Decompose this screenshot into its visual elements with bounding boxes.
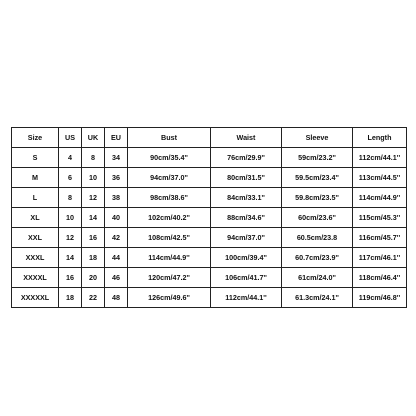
cell-bust: 102cm/40.2''	[128, 208, 211, 228]
cell-size: L	[12, 188, 59, 208]
header-uk: UK	[82, 128, 105, 148]
cell-uk: 10	[82, 168, 105, 188]
cell-uk: 18	[82, 248, 105, 268]
cell-waist: 80cm/31.5''	[211, 168, 282, 188]
cell-us: 18	[59, 288, 82, 308]
header-length: Length	[353, 128, 407, 148]
header-waist: Waist	[211, 128, 282, 148]
cell-bust: 90cm/35.4''	[128, 148, 211, 168]
cell-uk: 16	[82, 228, 105, 248]
table-row	[12, 148, 407, 168]
cell-bust: 114cm/44.9''	[128, 248, 211, 268]
cell-sleeve: 59.5cm/23.4''	[282, 168, 353, 188]
cell-uk: 12	[82, 188, 105, 208]
cell-uk: 8	[82, 148, 105, 168]
cell-bust: 108cm/42.5''	[128, 228, 211, 248]
cell-size: XXXL	[12, 248, 59, 268]
table-row	[12, 268, 407, 288]
header-bust: Bust	[128, 128, 211, 148]
header-us: US	[59, 128, 82, 148]
cell-length: 114cm/44.9''	[353, 188, 407, 208]
cell-bust: 126cm/49.6''	[128, 288, 211, 308]
size-chart-table	[11, 127, 407, 308]
cell-us: 8	[59, 188, 82, 208]
header-row	[12, 128, 407, 148]
cell-length: 115cm/45.3''	[353, 208, 407, 228]
cell-eu: 36	[105, 168, 128, 188]
cell-length: 119cm/46.8''	[353, 288, 407, 308]
cell-sleeve: 60.5cm/23.8	[282, 228, 353, 248]
cell-bust: 98cm/38.6''	[128, 188, 211, 208]
cell-bust: 120cm/47.2''	[128, 268, 211, 288]
table-row	[12, 168, 407, 188]
cell-size: XL	[12, 208, 59, 228]
cell-sleeve: 59.8cm/23.5''	[282, 188, 353, 208]
cell-us: 12	[59, 228, 82, 248]
table-row	[12, 288, 407, 308]
table-row	[12, 188, 407, 208]
cell-waist: 76cm/29.9''	[211, 148, 282, 168]
cell-sleeve: 60cm/23.6''	[282, 208, 353, 228]
cell-us: 6	[59, 168, 82, 188]
cell-size: XXXXL	[12, 268, 59, 288]
table-row	[12, 248, 407, 268]
cell-eu: 38	[105, 188, 128, 208]
cell-us: 14	[59, 248, 82, 268]
cell-waist: 100cm/39.4''	[211, 248, 282, 268]
cell-size: S	[12, 148, 59, 168]
cell-eu: 34	[105, 148, 128, 168]
cell-length: 117cm/46.1''	[353, 248, 407, 268]
header-sleeve: Sleeve	[282, 128, 353, 148]
cell-sleeve: 61.3cm/24.1''	[282, 288, 353, 308]
header-size: Size	[12, 128, 59, 148]
cell-length: 116cm/45.7''	[353, 228, 407, 248]
cell-eu: 40	[105, 208, 128, 228]
cell-size: M	[12, 168, 59, 188]
cell-length: 112cm/44.1''	[353, 148, 407, 168]
cell-length: 113cm/44.5''	[353, 168, 407, 188]
table-row	[12, 208, 407, 228]
cell-eu: 46	[105, 268, 128, 288]
cell-sleeve: 61cm/24.0''	[282, 268, 353, 288]
cell-uk: 22	[82, 288, 105, 308]
cell-sleeve: 59cm/23.2''	[282, 148, 353, 168]
cell-us: 4	[59, 148, 82, 168]
cell-eu: 44	[105, 248, 128, 268]
cell-waist: 88cm/34.6''	[211, 208, 282, 228]
header-eu: EU	[105, 128, 128, 148]
cell-waist: 112cm/44.1''	[211, 288, 282, 308]
cell-bust: 94cm/37.0''	[128, 168, 211, 188]
table-row	[12, 228, 407, 248]
cell-size: XXL	[12, 228, 59, 248]
cell-eu: 48	[105, 288, 128, 308]
cell-us: 10	[59, 208, 82, 228]
cell-us: 16	[59, 268, 82, 288]
cell-waist: 94cm/37.0''	[211, 228, 282, 248]
cell-size: XXXXXL	[12, 288, 59, 308]
cell-uk: 14	[82, 208, 105, 228]
cell-sleeve: 60.7cm/23.9''	[282, 248, 353, 268]
cell-uk: 20	[82, 268, 105, 288]
cell-waist: 84cm/33.1''	[211, 188, 282, 208]
cell-eu: 42	[105, 228, 128, 248]
cell-length: 118cm/46.4''	[353, 268, 407, 288]
cell-waist: 106cm/41.7''	[211, 268, 282, 288]
